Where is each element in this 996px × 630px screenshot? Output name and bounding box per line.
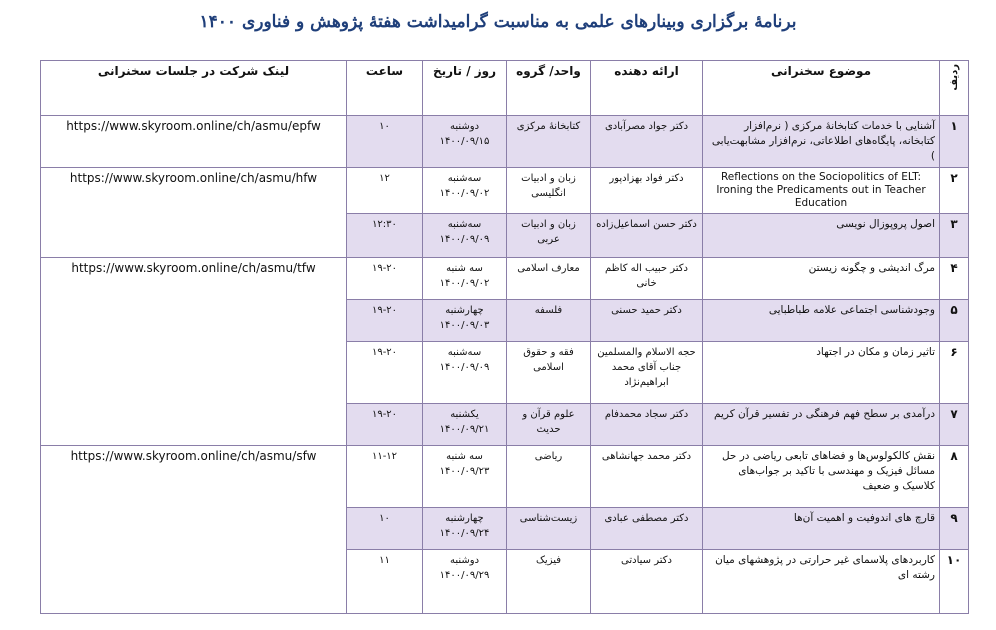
row-presenter: دکتر حسن اسماعیل‌زاده bbox=[591, 214, 703, 258]
row-presenter: دکتر حبیب اله کاظم خانی bbox=[591, 258, 703, 300]
row-number: ۹ bbox=[940, 508, 969, 550]
row-presenter: دکتر سجاد محمدفام bbox=[591, 404, 703, 446]
row-topic: وجودشناسی اجتماعی علامه طباطبایی bbox=[703, 300, 940, 342]
row-day: چهارشنبه bbox=[445, 305, 484, 316]
session-link-tfw[interactable]: https://www.skyroom.online/ch/asmu/tfw bbox=[41, 258, 347, 446]
row-date-value: ۱۴۰۰/۰۹/۰۲ bbox=[439, 188, 490, 199]
row-day: یکشنبه bbox=[450, 409, 479, 420]
session-link-hfw[interactable]: https://www.skyroom.online/ch/asmu/hfw bbox=[41, 168, 347, 258]
page-title: برنامۀ برگزاری وبینارهای علمی به مناسبت گرامیداشت هفتۀ پژوهش و فناوری ۱۴۰۰ bbox=[199, 12, 797, 32]
row-time: ۱۲:۳۰ bbox=[347, 214, 423, 258]
row-unit: زیست‌شناسی bbox=[507, 508, 591, 550]
row-number: ۳ bbox=[940, 214, 969, 258]
row-number: ۱ bbox=[940, 116, 969, 168]
row-unit: کتابخانۀ مرکزی bbox=[507, 116, 591, 168]
header-time: ساعت bbox=[347, 61, 423, 116]
table-row bbox=[41, 446, 969, 508]
row-unit: فیزیک bbox=[507, 550, 591, 614]
row-date-value: ۱۴۰۰/۰۹/۲۴ bbox=[439, 528, 490, 539]
row-day: سه شنبه bbox=[446, 451, 483, 462]
row-time: ۱۹-۲۰ bbox=[347, 404, 423, 446]
row-date bbox=[423, 168, 507, 214]
row-unit: زبان و ادبیات عربی bbox=[507, 214, 591, 258]
row-time: ۱۱-۱۲ bbox=[347, 446, 423, 508]
row-date-value: ۱۴۰۰/۰۹/۰۳ bbox=[439, 320, 490, 331]
header-row bbox=[41, 61, 969, 116]
row-date-value: ۱۴۰۰/۰۹/۱۵ bbox=[439, 136, 490, 147]
row-number: ۵ bbox=[940, 300, 969, 342]
row-number: ۶ bbox=[940, 342, 969, 404]
row-topic: آشنایی با خدمات کتابخانۀ مرکزی ( نرم‌افزار کتابخانه، پایگاه‌های اطلاعاتی، نرم‌افزار مشابهت‌یابی ) bbox=[703, 116, 940, 168]
row-day: سه شنبه bbox=[446, 263, 483, 274]
row-topic: درآمدی بر سطح فهم فرهنگی در تفسیر قرآن کریم bbox=[703, 404, 940, 446]
header-presenter: ارائه دهنده bbox=[591, 61, 703, 116]
row-number: ۱۰ bbox=[940, 550, 969, 614]
row-unit: زبان و ادبیات انگلیسی bbox=[507, 168, 591, 214]
header-date: روز / تاریخ bbox=[423, 61, 507, 116]
row-day: دوشنبه bbox=[449, 121, 480, 132]
row-date-value: ۱۴۰۰/۰۹/۲۹ bbox=[439, 570, 490, 581]
row-presenter: دکتر فواد بهزادپور bbox=[591, 168, 703, 214]
row-presenter: دکتر حمید حسنی bbox=[591, 300, 703, 342]
row-time: ۱۰ bbox=[347, 116, 423, 168]
row-date bbox=[423, 300, 507, 342]
row-presenter: دکتر محمد جهانشاهی bbox=[591, 446, 703, 508]
row-number: ۷ bbox=[940, 404, 969, 446]
row-date bbox=[423, 214, 507, 258]
row-topic: مرگ اندیشی و چگونه زیستن bbox=[703, 258, 940, 300]
row-presenter: دکتر جواد مصرآبادی bbox=[591, 116, 703, 168]
row-time: ۱۹-۲۰ bbox=[347, 342, 423, 404]
header-link: لینک شرکت در جلسات سخنرانی bbox=[41, 61, 347, 116]
header-topic: موضوع سخنرانی bbox=[703, 61, 940, 116]
session-link-epfw[interactable]: https://www.skyroom.online/ch/asmu/epfw bbox=[41, 116, 347, 168]
row-date bbox=[423, 446, 507, 508]
row-time: ۱۰ bbox=[347, 508, 423, 550]
row-date-value: ۱۴۰۰/۰۹/۰۲ bbox=[439, 278, 490, 289]
row-day: سه‌شنبه bbox=[447, 173, 482, 184]
header-num: ردیف bbox=[940, 61, 969, 116]
row-time: ۱۹-۲۰ bbox=[347, 258, 423, 300]
row-topic: اصول پروپوزال نویسی bbox=[703, 214, 940, 258]
row-topic: تاثیر زمان و مکان در اجتهاد bbox=[703, 342, 940, 404]
row-unit: معارف اسلامی bbox=[507, 258, 591, 300]
row-topic: قارچ های اندوفیت و اهمیت آن‌ها bbox=[703, 508, 940, 550]
row-presenter: دکتر مصطفی عبادی bbox=[591, 508, 703, 550]
row-number: ۴ bbox=[940, 258, 969, 300]
row-time: ۱۱ bbox=[347, 550, 423, 614]
row-date bbox=[423, 116, 507, 168]
row-day: دوشنبه bbox=[449, 555, 480, 566]
row-date-value: ۱۴۰۰/۰۹/۰۹ bbox=[439, 362, 490, 373]
row-presenter: دکتر سیادتی bbox=[591, 550, 703, 614]
row-number: ۸ bbox=[940, 446, 969, 508]
row-date-value: ۱۴۰۰/۰۹/۰۹ bbox=[439, 234, 490, 245]
row-presenter: حجه الاسلام والمسلمین جناب آقای محمد ابراهیم‌نژاد bbox=[591, 342, 703, 404]
header-unit: واحد/ گروه bbox=[507, 61, 591, 116]
row-date bbox=[423, 508, 507, 550]
table-row bbox=[41, 168, 969, 214]
row-date bbox=[423, 258, 507, 300]
row-time: ۱۲ bbox=[347, 168, 423, 214]
table-row bbox=[41, 116, 969, 168]
row-unit: فلسفه bbox=[507, 300, 591, 342]
row-date-value: ۱۴۰۰/۰۹/۲۱ bbox=[439, 424, 490, 435]
row-date bbox=[423, 342, 507, 404]
row-topic: نقش کالکولوس‌ها و فضاهای تابعی ریاضی در حل مسائل فیزیک و مهندسی با تاکید بر جواب‌های کلاسیک و ضعیف bbox=[703, 446, 940, 508]
row-unit: ریاضی bbox=[507, 446, 591, 508]
row-date bbox=[423, 404, 507, 446]
session-link-sfw[interactable]: https://www.skyroom.online/ch/asmu/sfw bbox=[41, 446, 347, 614]
row-unit: علوم قرآن و حدیث bbox=[507, 404, 591, 446]
table-row bbox=[41, 258, 969, 300]
row-date-value: ۱۴۰۰/۰۹/۲۳ bbox=[439, 466, 490, 477]
row-topic: Reflections on the Sociopolitics of ELT: Ironing the Predicaments out in Teacher Education bbox=[703, 168, 940, 214]
row-unit: فقه و حقوق اسلامی bbox=[507, 342, 591, 404]
row-day: چهارشنبه bbox=[445, 513, 484, 524]
row-time: ۱۹-۲۰ bbox=[347, 300, 423, 342]
row-date bbox=[423, 550, 507, 614]
row-day: سه‌شنبه bbox=[447, 219, 482, 230]
schedule-table bbox=[40, 60, 969, 614]
row-number: ۲ bbox=[940, 168, 969, 214]
row-day: سه‌شنبه bbox=[447, 347, 482, 358]
row-topic: کاربردهای پلاسمای غیر حرارتی در پژوهشهای میان رشته ای bbox=[703, 550, 940, 614]
